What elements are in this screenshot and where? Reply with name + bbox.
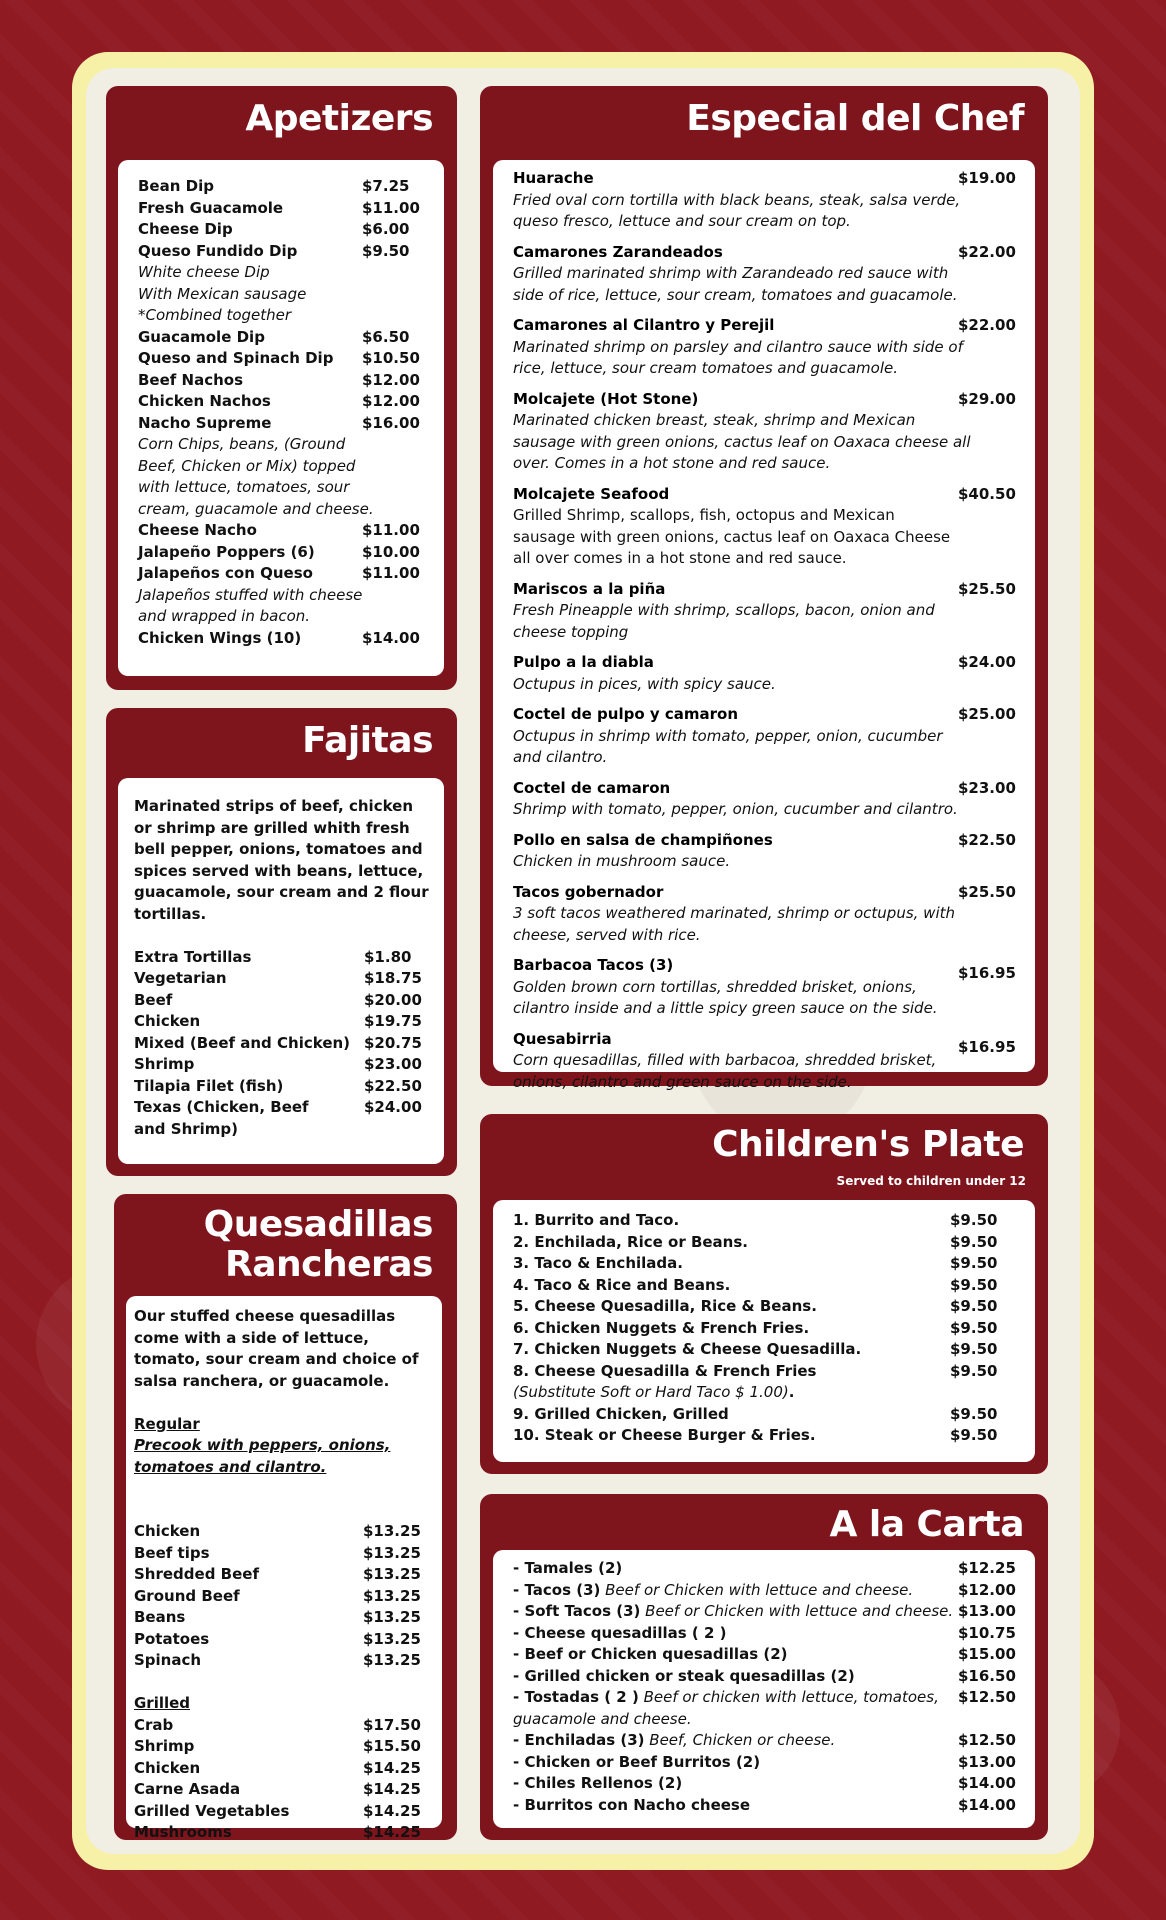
item-name: Shrimp bbox=[134, 1737, 195, 1755]
item-price: $10.00 bbox=[362, 542, 420, 561]
item-name: Camarones al Cilantro y Perejil bbox=[513, 316, 775, 334]
item-price: $25.50 bbox=[958, 579, 1016, 598]
item-price: $14.25 bbox=[363, 1823, 421, 1841]
item-name: Molcajete (Hot Stone) bbox=[513, 389, 699, 408]
menu-item bbox=[513, 1666, 1018, 1688]
item-name: 7. Chicken Nuggets & Cheese Quesadilla. bbox=[513, 1340, 862, 1358]
item-name: - Beef or Chicken quesadillas (2) bbox=[513, 1645, 788, 1663]
item-name: 6. Chicken Nuggets & French Fries. bbox=[513, 1318, 810, 1337]
item-price: $13.25 bbox=[363, 1543, 421, 1562]
menu-item bbox=[513, 704, 1018, 769]
chef-list bbox=[513, 168, 1018, 1102]
item-name: Tilapia Filet (fish) bbox=[134, 1076, 284, 1095]
item-name: Crab bbox=[134, 1715, 174, 1734]
item-name: Spinach bbox=[134, 1651, 202, 1669]
fajitas-card bbox=[118, 778, 444, 1164]
item-price: $23.00 bbox=[364, 1055, 422, 1073]
menu-item bbox=[513, 1773, 1018, 1795]
menu-item bbox=[134, 968, 434, 990]
item-description: Marinated shrimp on parsley and cilantro sauce with side of bbox=[513, 337, 963, 356]
regular-note: tomatoes and cilantro. bbox=[134, 1457, 327, 1476]
item-description: over. Comes in a hot stone and red sauce. bbox=[513, 454, 831, 472]
item-name: Chicken Nachos bbox=[138, 392, 271, 410]
item-price: $40.50 bbox=[958, 484, 1016, 503]
item-name: Ground Beef bbox=[134, 1586, 240, 1605]
item-description: and wrapped in bacon. bbox=[138, 607, 311, 625]
item-name: Guacamole Dip bbox=[138, 327, 265, 346]
item-name: 3. Taco & Enchilada. bbox=[513, 1254, 683, 1272]
menu-item bbox=[513, 579, 1018, 644]
item-price: $9.50 bbox=[950, 1254, 998, 1272]
apetizers-section bbox=[106, 86, 457, 690]
item-description: Corn quesadillas, filled with barbacoa, shredded brisket, bbox=[513, 1051, 937, 1069]
menu-item bbox=[134, 1629, 434, 1651]
item-description: onions, cilantro and green sauce on the side. bbox=[513, 1072, 852, 1091]
item-description: 3 soft tacos weathered marinated, shrimp or octupus, with bbox=[513, 904, 955, 922]
item-price: $19.75 bbox=[364, 1012, 422, 1030]
item-name: Potatoes bbox=[134, 1629, 210, 1648]
item-description: With Mexican sausage bbox=[138, 284, 307, 303]
fajitas-intro-line: bell pepper, onions, tomatoes and bbox=[134, 840, 423, 858]
spacer bbox=[134, 925, 434, 947]
item-name: Huarache bbox=[513, 169, 594, 187]
menu-item bbox=[138, 520, 428, 542]
item-name: Beans bbox=[134, 1608, 186, 1626]
item-description: Shrimp with tomato, pepper, onion, cucumber and cilantro. bbox=[513, 800, 958, 818]
chef-card bbox=[493, 160, 1035, 1091]
item-name: 9. Grilled Chicken, Grilled bbox=[513, 1404, 729, 1423]
menu-item bbox=[513, 1339, 1023, 1361]
menu-item bbox=[134, 1076, 434, 1098]
item-name: - Tacos (3) Beef or Chicken with lettuce and cheese. bbox=[513, 1580, 914, 1599]
fajitas-intro-line: spices served with beans, lettuce, bbox=[134, 861, 424, 880]
item-description: with lettuce, tomatoes, sour bbox=[138, 478, 350, 496]
item-name: - Tamales (2) bbox=[513, 1559, 623, 1577]
item-description: Chicken in mushroom sauce. bbox=[513, 852, 731, 870]
item-description: Marinated chicken breast, steak, shrimp and Mexican bbox=[513, 411, 916, 429]
item-name: Bean Dip bbox=[138, 177, 214, 195]
item-description: Beef or Chicken with lettuce and cheese. bbox=[640, 1602, 954, 1620]
item-name: Fresh Guacamole bbox=[138, 198, 284, 217]
item-price: $16.95 bbox=[958, 964, 1016, 982]
menu-item bbox=[513, 1425, 1023, 1447]
item-name: Extra Tortillas bbox=[134, 947, 252, 966]
item-name: 10. Steak or Cheese Burger & Fries. bbox=[513, 1426, 816, 1444]
item-description: Octupus in pices, with spicy sauce. bbox=[513, 674, 776, 693]
item-description: Beef, Chicken or Mix) topped bbox=[138, 456, 356, 475]
menu-item bbox=[138, 563, 428, 628]
menu-item bbox=[513, 1601, 1018, 1623]
item-name: 8. Cheese Quesadilla & French Fries bbox=[513, 1361, 817, 1380]
item-price: $14.00 bbox=[958, 1795, 1016, 1814]
item-price: $16.95 bbox=[958, 1037, 1016, 1056]
item-price: $19.00 bbox=[958, 169, 1016, 187]
quesadillas-list bbox=[134, 1306, 434, 1844]
menu-item bbox=[134, 1543, 434, 1565]
item-description: Grilled marinated shrimp with Zarandeado red sauce with bbox=[513, 264, 949, 282]
item-name: Shrimp bbox=[134, 1055, 195, 1073]
item-description: sausage with green onions, cactus leaf on Oaxaca cheese all bbox=[513, 432, 971, 451]
item-description: Fried oval corn tortilla with black beans, steak, salsa verde, bbox=[513, 190, 961, 209]
menu-item bbox=[134, 1736, 434, 1758]
item-name: Molcajete Seafood bbox=[513, 484, 670, 503]
item-price: $24.00 bbox=[364, 1098, 422, 1116]
item-price: $11.00 bbox=[362, 521, 420, 539]
quesadillas-intro-line: Our stuffed cheese quesadillas bbox=[134, 1307, 396, 1325]
item-price: $12.00 bbox=[362, 370, 420, 389]
carta-card bbox=[493, 1550, 1035, 1828]
item-name: Mariscos a la piña bbox=[513, 579, 666, 598]
item-price: $12.00 bbox=[362, 392, 420, 410]
fajitas-intro-line: tortillas. bbox=[134, 904, 207, 923]
menu-item bbox=[134, 1715, 434, 1737]
menu-item bbox=[138, 542, 428, 564]
item-description: cilantro inside and a little spicy green sauce on the side. bbox=[513, 999, 938, 1017]
item-name: Cheese Nacho bbox=[138, 521, 257, 539]
item-name: - Burritos con Nacho cheese bbox=[513, 1795, 751, 1814]
item-price: $14.00 bbox=[362, 628, 420, 647]
item-name: 4. Taco & Rice and Beans. bbox=[513, 1275, 731, 1294]
item-name: Nacho Supreme bbox=[138, 413, 272, 432]
item-name: Cheese Dip bbox=[138, 220, 233, 238]
menu-item bbox=[513, 1210, 1023, 1232]
apetizers-card bbox=[118, 160, 444, 676]
item-price: $22.00 bbox=[958, 242, 1016, 261]
item-price: $24.00 bbox=[958, 653, 1016, 671]
apetizers-title: Apetizers bbox=[245, 98, 433, 139]
item-name: Queso and Spinach Dip bbox=[138, 349, 334, 367]
item-name: Tacos gobernador bbox=[513, 882, 664, 901]
item-note: (Substitute Soft or Hard Taco $ 1.00). bbox=[513, 1383, 795, 1401]
menu-item bbox=[134, 990, 434, 1012]
item-price: $16.00 bbox=[362, 413, 420, 432]
chef-title: Especial del Chef bbox=[686, 98, 1024, 139]
item-price: $12.25 bbox=[958, 1559, 1016, 1577]
item-price: $9.50 bbox=[950, 1232, 998, 1251]
spacer bbox=[134, 1392, 434, 1414]
item-price: $11.00 bbox=[362, 198, 420, 217]
item-name: Chicken Wings (10) bbox=[138, 628, 302, 647]
menu-item bbox=[134, 1521, 434, 1543]
item-name: Pulpo a la diabla bbox=[513, 653, 654, 671]
menu-item bbox=[138, 327, 428, 349]
item-price: $9.50 bbox=[950, 1211, 998, 1229]
menu-item bbox=[513, 1232, 1023, 1254]
menu-item bbox=[513, 955, 1018, 1020]
spacer bbox=[134, 1500, 434, 1522]
quesadillas-intro-line: come with a side of lettuce, bbox=[134, 1328, 369, 1347]
item-price: $9.50 bbox=[950, 1275, 998, 1294]
menu-item bbox=[134, 947, 434, 969]
menu-item bbox=[134, 1011, 434, 1033]
item-price: $13.25 bbox=[363, 1522, 421, 1540]
fajitas-section bbox=[106, 708, 457, 1176]
menu-item bbox=[134, 1822, 434, 1844]
item-description: cheese topping bbox=[513, 622, 629, 641]
item-description: queso fresco, lettuce and sour cream on top. bbox=[513, 212, 851, 230]
item-price: $25.00 bbox=[958, 705, 1016, 723]
menu-item bbox=[513, 168, 1018, 233]
item-description: Corn Chips, beans, (Ground bbox=[138, 435, 346, 453]
item-name: Carne Asada bbox=[134, 1780, 241, 1798]
item-price: $9.50 bbox=[362, 241, 410, 260]
item-price: $20.00 bbox=[364, 990, 422, 1009]
menu-item bbox=[138, 370, 428, 392]
menu-item bbox=[134, 1650, 434, 1672]
quesadillas-title-1: Quesadillas bbox=[203, 1204, 433, 1245]
item-price: $14.00 bbox=[958, 1774, 1016, 1792]
item-name: Barbacoa Tacos (3) bbox=[513, 956, 674, 974]
item-name: Mixed (Beef and Chicken) bbox=[134, 1033, 351, 1052]
menu-item bbox=[134, 1033, 434, 1055]
children-list bbox=[513, 1210, 1023, 1447]
item-price: $9.50 bbox=[950, 1297, 998, 1315]
item-description: cheese, served with rice. bbox=[513, 925, 701, 944]
menu-item bbox=[513, 484, 1018, 570]
item-price: $13.00 bbox=[958, 1602, 1016, 1620]
item-description-cont: guacamole and cheese. bbox=[513, 1709, 692, 1728]
item-description: Golden brown corn tortillas, shredded brisket, onions, bbox=[513, 977, 917, 996]
menu-item bbox=[513, 1795, 1018, 1817]
item-name: Grilled Vegetables bbox=[134, 1801, 290, 1820]
item-price: $9.50 bbox=[950, 1340, 998, 1358]
carta-section bbox=[480, 1494, 1048, 1840]
item-description: Beef, Chicken or cheese. bbox=[644, 1731, 836, 1749]
menu-item bbox=[134, 1779, 434, 1801]
quesadillas-intro-line: tomato, sour cream and choice of bbox=[134, 1350, 419, 1368]
item-name: Chicken bbox=[134, 1522, 201, 1540]
menu-item bbox=[513, 652, 1018, 695]
regular-label: Regular bbox=[134, 1414, 200, 1433]
children-title: Children's Plate bbox=[712, 1124, 1024, 1165]
item-name: Beef bbox=[134, 990, 173, 1009]
item-name: - Enchiladas (3) Beef, Chicken or cheese. bbox=[513, 1731, 836, 1749]
item-price: $16.50 bbox=[958, 1666, 1016, 1685]
quesadillas-card bbox=[126, 1296, 442, 1841]
item-name: - Grilled chicken or steak quesadillas (2) bbox=[513, 1666, 855, 1685]
item-name: Camarones Zarandeados bbox=[513, 242, 723, 261]
menu-item bbox=[138, 391, 428, 413]
item-name: Chicken bbox=[134, 1012, 201, 1030]
menu-item bbox=[513, 1404, 1023, 1426]
menu-item bbox=[138, 198, 428, 220]
item-price: $17.50 bbox=[363, 1715, 421, 1734]
item-name: - Chiles Rellenos (2) bbox=[513, 1774, 683, 1792]
menu-item bbox=[134, 1586, 434, 1608]
menu-item bbox=[513, 1644, 1018, 1666]
item-name: Beef tips bbox=[134, 1543, 210, 1562]
menu-item bbox=[138, 241, 428, 327]
item-name: Vegetarian bbox=[134, 969, 227, 987]
menu-item bbox=[513, 778, 1018, 821]
item-description: Beef or Chicken with lettuce and cheese. bbox=[600, 1580, 914, 1599]
item-description: all over comes in a hot stone and red sauce. bbox=[513, 549, 847, 567]
item-name: Mushrooms bbox=[134, 1823, 232, 1841]
item-price: $15.50 bbox=[363, 1737, 421, 1755]
item-price: $11.00 bbox=[362, 564, 420, 582]
children-section bbox=[480, 1114, 1048, 1474]
item-name: Chicken bbox=[134, 1758, 201, 1777]
menu-item bbox=[138, 628, 428, 650]
item-name: Pollo en salsa de champiñones bbox=[513, 830, 773, 849]
menu-item bbox=[513, 830, 1018, 873]
spacer bbox=[134, 1672, 434, 1694]
menu-item bbox=[138, 348, 428, 370]
item-name: Shredded Beef bbox=[134, 1565, 259, 1583]
item-name: Jalapeños con Queso bbox=[138, 564, 313, 582]
menu-item bbox=[513, 389, 1018, 475]
item-price: $12.50 bbox=[958, 1731, 1016, 1749]
item-description: White cheese Dip bbox=[138, 263, 270, 281]
regular-note: Precook with peppers, onions, bbox=[134, 1436, 391, 1454]
menu-item bbox=[513, 1029, 1018, 1094]
quesadillas-section bbox=[114, 1194, 457, 1840]
item-price: $6.50 bbox=[362, 327, 410, 346]
item-description: *Combined together bbox=[138, 306, 292, 324]
item-name: Quesabirria bbox=[513, 1029, 612, 1048]
item-price: $1.80 bbox=[364, 947, 412, 966]
item-name: Coctel de camaron bbox=[513, 778, 671, 797]
menu-item bbox=[513, 1296, 1023, 1318]
menu-item bbox=[513, 315, 1018, 380]
item-price: $23.00 bbox=[958, 778, 1016, 797]
menu-item bbox=[513, 882, 1018, 947]
item-price: $9.50 bbox=[950, 1426, 998, 1444]
item-price: $18.75 bbox=[364, 969, 422, 987]
item-price: $25.50 bbox=[958, 882, 1016, 901]
item-description: sausage with green onions, cactus leaf on Oaxaca Cheese bbox=[513, 527, 951, 546]
item-name: - Cheese quesadillas ( 2 ) bbox=[513, 1623, 727, 1642]
menu-item bbox=[138, 176, 428, 198]
item-name-cont: and Shrimp) bbox=[134, 1119, 239, 1138]
menu-item bbox=[513, 1730, 1018, 1752]
fajitas-intro-line: or shrimp are grilled whith fresh bbox=[134, 818, 410, 837]
fajitas-intro-line: Marinated strips of beef, chicken bbox=[134, 797, 414, 815]
item-description: side of rice, lettuce, sour cream, tomatoes and guacamole. bbox=[513, 285, 958, 304]
menu-item bbox=[513, 1558, 1018, 1580]
menu-item bbox=[134, 1097, 434, 1140]
carta-title: A la Carta bbox=[829, 1504, 1024, 1545]
item-name: Texas (Chicken, Beef bbox=[134, 1098, 309, 1116]
item-price: $15.00 bbox=[958, 1645, 1016, 1663]
item-description: cream, guacamole and cheese. bbox=[138, 499, 374, 518]
menu-item bbox=[513, 1318, 1023, 1340]
menu-item bbox=[134, 1054, 434, 1076]
fajitas-intro-line: guacamole, sour cream and 2 flour bbox=[134, 883, 429, 901]
item-name: 5. Cheese Quesadilla, Rice & Beans. bbox=[513, 1297, 817, 1315]
children-card bbox=[493, 1200, 1035, 1462]
item-name: Coctel de pulpo y camaron bbox=[513, 705, 739, 723]
item-price: $29.00 bbox=[958, 389, 1016, 408]
fajitas-title: Fajitas bbox=[302, 720, 433, 761]
menu-item bbox=[513, 1361, 1023, 1404]
item-price: $12.50 bbox=[958, 1688, 1016, 1706]
item-price: $22.50 bbox=[364, 1076, 422, 1095]
item-price: $14.25 bbox=[363, 1801, 421, 1820]
fajitas-list bbox=[134, 796, 434, 1140]
item-name: Jalapeño Poppers (6) bbox=[138, 542, 315, 561]
menu-item bbox=[138, 413, 428, 521]
menu-item bbox=[513, 1687, 1018, 1730]
item-price: $14.25 bbox=[363, 1780, 421, 1798]
apetizers-list bbox=[138, 176, 428, 649]
spacer bbox=[134, 1478, 434, 1500]
quesadillas-intro-line: salsa ranchera, or guacamole. bbox=[134, 1371, 390, 1390]
item-price: $13.25 bbox=[363, 1565, 421, 1583]
item-name: - Chicken or Beef Burritos (2) bbox=[513, 1752, 761, 1771]
menu-item bbox=[513, 1752, 1018, 1774]
item-description: Beef or chicken with lettuce, tomatoes, bbox=[638, 1688, 939, 1706]
item-price: $13.25 bbox=[363, 1651, 421, 1669]
item-price: $10.75 bbox=[958, 1623, 1016, 1642]
item-price: $20.75 bbox=[364, 1033, 422, 1052]
item-name: 2. Enchilada, Rice or Beans. bbox=[513, 1232, 748, 1251]
item-price: $10.50 bbox=[362, 349, 420, 367]
quesadillas-title-2: Rancheras bbox=[224, 1244, 433, 1285]
carta-list bbox=[513, 1558, 1018, 1816]
menu-item bbox=[134, 1607, 434, 1629]
item-description: and cilantro. bbox=[513, 748, 608, 766]
item-price: $13.00 bbox=[958, 1752, 1016, 1771]
item-description: rice, lettuce, sour cream tomatoes and guacamole. bbox=[513, 359, 899, 377]
item-name: - Soft Tacos (3) Beef or Chicken with lettuce and cheese. bbox=[513, 1602, 954, 1620]
item-price: $7.25 bbox=[362, 177, 410, 195]
menu-item bbox=[138, 219, 428, 241]
item-description: Jalapeños stuffed with cheese bbox=[138, 585, 363, 604]
grilled-label: Grilled bbox=[134, 1694, 191, 1712]
item-description: Fresh Pineapple with shrimp, scallops, bacon, onion and bbox=[513, 601, 935, 619]
item-name: - Tostadas ( 2 ) Beef or chicken with lettuce, tomatoes, bbox=[513, 1688, 939, 1706]
menu-item bbox=[513, 1623, 1018, 1645]
item-description: Octupus in shrimp with tomato, pepper, onion, cucumber bbox=[513, 726, 943, 745]
item-price: $12.00 bbox=[958, 1580, 1016, 1599]
item-price: $14.25 bbox=[363, 1758, 421, 1777]
item-price: $22.00 bbox=[958, 316, 1016, 334]
menu-item bbox=[513, 1253, 1023, 1275]
item-name: Queso Fundido Dip bbox=[138, 241, 298, 260]
menu-item bbox=[134, 1758, 434, 1780]
item-name: Beef Nachos bbox=[138, 370, 244, 389]
menu-item bbox=[513, 1275, 1023, 1297]
item-note-end: . bbox=[788, 1383, 795, 1401]
item-description: Grilled Shrimp, scallops, fish, octopus and Mexican bbox=[513, 506, 895, 524]
item-price: $13.25 bbox=[363, 1608, 421, 1626]
item-price: $13.25 bbox=[363, 1586, 421, 1605]
item-price: $13.25 bbox=[363, 1629, 421, 1648]
menu-item bbox=[513, 1580, 1018, 1602]
children-subtitle: Served to children under 12 bbox=[836, 1174, 1026, 1188]
item-price: $9.50 bbox=[950, 1361, 998, 1380]
menu-item bbox=[134, 1564, 434, 1586]
menu-item bbox=[134, 1801, 434, 1823]
menu-item bbox=[513, 242, 1018, 307]
item-name: 1. Burrito and Taco. bbox=[513, 1211, 680, 1229]
chef-section bbox=[480, 86, 1048, 1091]
item-price: $9.50 bbox=[950, 1318, 998, 1337]
item-price: $6.00 bbox=[362, 220, 410, 238]
item-price: $9.50 bbox=[950, 1404, 998, 1423]
item-price: $22.50 bbox=[958, 830, 1016, 849]
